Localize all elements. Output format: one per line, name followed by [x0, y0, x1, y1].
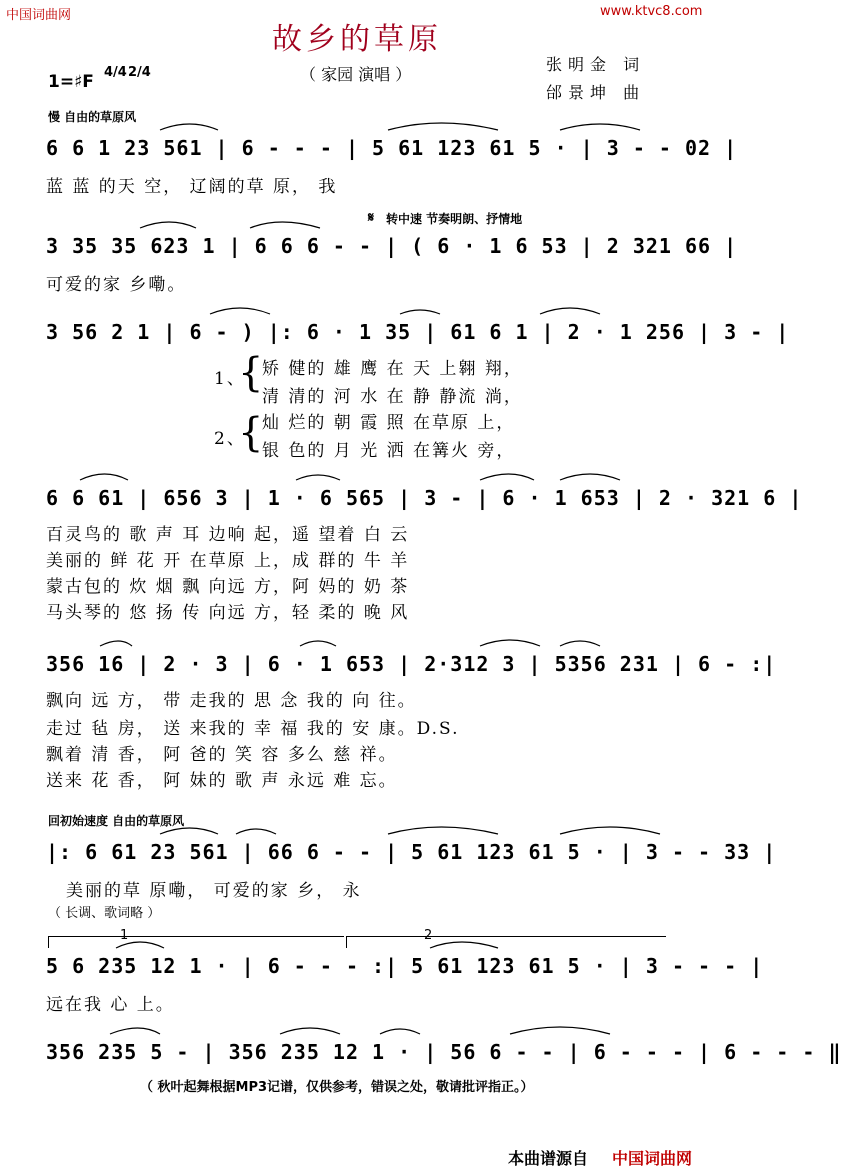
footer-note: （ 秋叶起舞根据MP3记谱，仅供参考，错误之处，敬请批评指正。）: [140, 1080, 534, 1095]
lyrics-line-6: 美丽的草 原嘞， 可爱的家 乡， 永: [66, 881, 362, 901]
verse-label-2: 2、: [214, 429, 246, 449]
composer-credit: 邰景坤 曲: [546, 83, 646, 102]
lyrics-line-4-v2: 美丽的 鲜 花 开 在草原 上，成 群的 牛 羊: [46, 551, 410, 571]
notation-line-1: 6 6 1 23 561 | 6 - - - | 5 61 123 61 5 · | 3 - - 02 |: [46, 136, 738, 160]
segno-icon: 𝄋: [368, 210, 375, 226]
lyrics-line-4-v4: 马头琴的 悠 扬 传 向远 方，轻 柔的 晚 风: [46, 603, 410, 623]
lyrics-line-1: 蓝 蓝 的天 空， 辽阔的草 原， 我: [46, 177, 338, 197]
key-signature: 1=♯F: [48, 72, 94, 92]
tempo-marking-intro: 慢 自由的草原风: [48, 110, 137, 124]
lyrics-line-5-v1: 飘向 远 方， 带 走我的 思 念 我的 向 往。: [46, 691, 417, 711]
lyrics-line-5-v2: 走过 毡 房， 送 来我的 幸 福 我的 安 康。D.S.: [46, 719, 460, 739]
lyrics-line-5-v4: 送来 花 香， 阿 妹的 歌 声 永远 难 忘。: [46, 771, 398, 791]
lyrics-line-5-v3: 飘着 清 香， 阿 爸的 笑 容 多么 慈 祥。: [46, 745, 398, 765]
lyricist-credit: 张明金 词: [546, 55, 646, 74]
lyrics-line-7: 远在我 心 上。: [46, 995, 175, 1015]
volta-label-1: 1: [120, 928, 129, 943]
verse-label-1: 1、: [214, 369, 246, 389]
volta-label-2: 2: [424, 928, 433, 943]
song-title: 故乡的草原: [272, 22, 442, 57]
tempo-marking-ending: 回初始速度 自由的草原风: [48, 814, 185, 828]
verse-brace-2: {: [238, 410, 264, 456]
bottom-site-link[interactable]: 中国词曲网: [612, 1149, 693, 1168]
time-signature-2: 2/4: [128, 65, 151, 80]
lyrics-line-3-v4: 银 色的 月 光 洒 在篝火 旁，: [262, 441, 516, 461]
omitted-lyrics-note: （ 长调、歌词略 ）: [48, 906, 161, 921]
verse-brace-1: {: [238, 350, 264, 396]
site-logo-left[interactable]: 中国词曲网: [6, 8, 72, 23]
tempo-marking-section2: 转中速 节奏明朗、抒情地: [386, 212, 523, 226]
lyrics-line-3-v3: 灿 烂的 朝 霞 照 在草原 上，: [262, 413, 516, 433]
notation-line-2: 3 35 35 623 1 | 6 6 6 - - | ( 6 · 1 6 53 | 2 321 66 |: [46, 234, 738, 258]
site-url-right[interactable]: www.ktvc8.com: [600, 4, 703, 19]
notation-line-7: 5 6 235 12 1 · | 6 - - - :| 5 61 123 61 5 · | 3 - - - |: [46, 954, 764, 978]
notation-line-5: 356 16 | 2 · 3 | 6 · 1 653 | 2·312 3 | 5356 231 | 6 - :|: [46, 652, 777, 676]
time-signature-1: 4/4: [104, 65, 127, 80]
notation-line-4: 6 6 61 | 656 3 | 1 · 6 565 | 3 - | 6 · 1 653 | 2 · 321 6 |: [46, 486, 803, 510]
lyrics-line-2: 可爱的家 乡嘞。: [46, 275, 187, 295]
lyrics-line-3-v1: 矫 健的 雄 鹰 在 天 上翱 翔，: [262, 359, 523, 379]
source-label: 本曲谱源自: [508, 1149, 589, 1168]
notation-line-8: 356 235 5 - | 356 235 12 1 · | 56 6 - - | 6 - - - | 6 - - - ‖: [46, 1040, 842, 1064]
notation-line-3: 3 56 2 1 | 6 - ) |: 6 · 1 35 | 61 6 1 | 2 · 1 256 | 3 - |: [46, 320, 790, 344]
notation-line-6: |: 6 61 23 561 | 66 6 - - | 5 61 123 61 5 · | 3 - - 33 |: [46, 840, 777, 864]
lyrics-line-4-v3: 蒙古包的 炊 烟 飘 向远 方，阿 妈的 奶 茶: [46, 577, 410, 597]
lyrics-line-3-v2: 清 清的 河 水 在 静 静流 淌，: [262, 387, 523, 407]
performer: （ 家园 演唱 ）: [300, 65, 412, 84]
lyrics-line-4-v1: 百灵鸟的 歌 声 耳 边响 起，遥 望着 白 云: [46, 525, 410, 545]
